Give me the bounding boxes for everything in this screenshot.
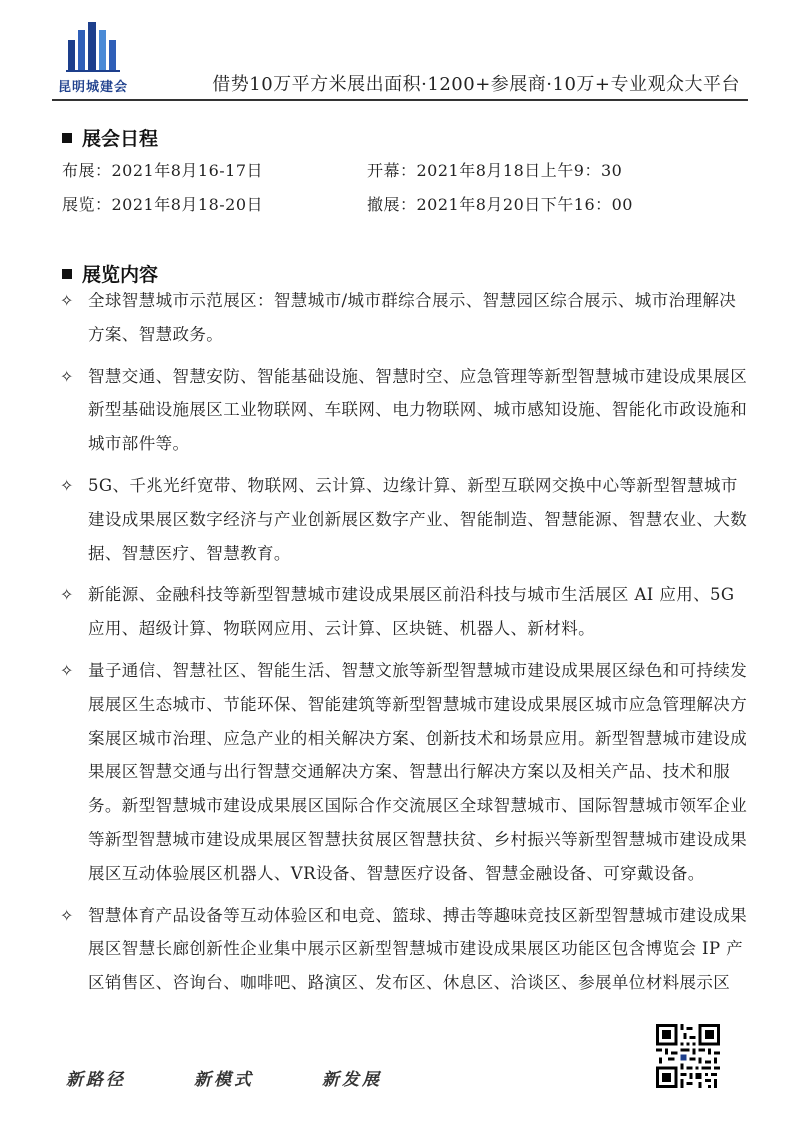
list-item-text: 量子通信、智慧社区、智能生活、智慧文旅等新型智慧城市建设成果展区绿色和可持续发展展区生态城市、节能环保、智能建筑等新型智慧城市建设成果展区城市应急管理解决方案展区城市治理、应急产业的相关解决方案、创新技术和场景应用。新型智慧城市建设成果展区智慧交通与出行智慧交通解决方案、智慧出行解决方案以及相关产品、技术和服务。新型智慧城市建设成果展区国际合作交流展区全球智慧城市、国际智慧城市领军企业等新型智慧城市建设成果展区智慧扶贫展区智慧扶贫、乡村振兴等新型智慧城市建设成果展区互动体验展区机器人、VR设备、智慧医疗设备、智慧金融设备、可穿戴设备。	[88, 660, 748, 883]
list-item-text: 5G、千兆光纤宽带、物联网、云计算、边缘计算、新型互联网交换中心等新型智慧城市建设成果展区数字经济与产业创新展区数字产业、智能制造、智慧能源、智慧农业、大数据、智慧医疗、智慧教育。	[88, 475, 748, 563]
list-item	[60, 469, 750, 570]
building-logo-icon	[66, 20, 120, 72]
list-item-text: 智慧体育产品设备等互动体验区和电竞、篮球、搏击等趣味竞技区新型智慧城市建设成果展区智慧长廊创新性企业集中展示区新型智慧城市建设成果展区功能区包含博览会 IP 产区销售区、咨询台、咖啡吧、路演区、发布区、休息区、洽谈区、参展单位材料展示区	[88, 905, 748, 993]
list-item	[60, 899, 750, 1000]
page-header	[0, 0, 800, 104]
diamond-bullet-icon: ✧	[60, 291, 74, 310]
slogan-new-path: 新路径	[66, 1070, 126, 1090]
logo-text: 昆明城建会	[57, 80, 128, 95]
slogan-new-development: 新发展	[322, 1070, 382, 1090]
header-divider	[52, 99, 748, 101]
diamond-bullet-icon: ✧	[60, 475, 74, 495]
teardown-time: 撤展：2021年8月20日下午16：00	[367, 195, 633, 214]
diamond-bullet-icon: ✧	[60, 585, 74, 605]
header-tagline: 借势10万平方米展出面积·1200+参展商·10万+专业观众大平台	[212, 74, 740, 95]
list-item-text: 全球智慧城市示范展区：智慧城市/城市群综合展示、智慧园区综合展示、城市治理解决方案、智慧政务。	[88, 291, 737, 344]
diamond-bullet-icon: ✧	[60, 366, 74, 386]
list-item	[60, 284, 750, 352]
exhibit-dates: 展览：2021年8月18-20日	[62, 195, 264, 214]
list-item	[60, 360, 750, 461]
qr-code-icon[interactable]	[656, 1024, 720, 1088]
diamond-bullet-icon: ✧	[60, 905, 74, 925]
list-item	[60, 654, 750, 891]
schedule-heading	[62, 124, 158, 151]
schedule-heading-text: 展会日程	[82, 128, 159, 150]
content-heading	[62, 260, 158, 287]
list-item-text: 智慧交通、智慧安防、智能基础设施、智慧时空、应急管理等新型智慧城市建设成果展区新型基础设施展区工业物联网、车联网、电力物联网、城市感知设施、智能化市政设施和城市部件等。	[88, 366, 748, 454]
diamond-bullet-icon: ✧	[60, 660, 74, 680]
square-bullet-icon	[62, 133, 72, 143]
content-heading-text: 展览内容	[82, 264, 159, 286]
organizer-logo	[52, 20, 134, 98]
opening-time: 开幕：2021年8月18日上午9：30	[367, 161, 623, 180]
list-item	[60, 578, 750, 646]
list-item-text: 新能源、金融科技等新型智慧城市建设成果展区前沿科技与城市生活展区 AI 应用、5G应用、超级计算、物联网应用、云计算、区块链、机器人、新材料。	[88, 585, 735, 639]
setup-date: 布展：2021年8月16-17日	[62, 161, 264, 180]
square-bullet-icon	[62, 269, 72, 279]
exhibit-content-list	[60, 284, 750, 1008]
slogan-new-model: 新模式	[194, 1070, 254, 1090]
